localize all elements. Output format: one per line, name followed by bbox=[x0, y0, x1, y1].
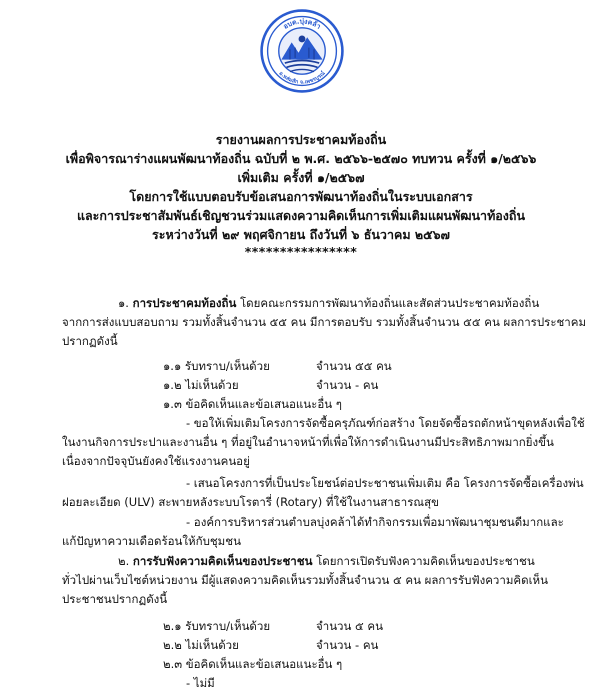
section1-item2-value: จำนวน - คน bbox=[316, 378, 379, 392]
section1-title: การประชาคมท้องถิ่น bbox=[132, 296, 237, 310]
section2-line1: โดยการเปิดรับฟังความคิดเห็นของประชาชน bbox=[312, 554, 535, 568]
suggestion1-line2: ในงานกิจการประปาและงานอื่น ๆ ที่อยู่ในอำนาจหน้าที่เพื่อให้การดำเนินงานมีประสิทธิภาพมากยิ่งขึ้น bbox=[62, 435, 554, 449]
section1-line3: ปรากฏดังนี้ bbox=[62, 334, 118, 348]
suggestion2-line1: - เสนอโครงการที่เป็นประโยชน์ต่อประชาชนเพิ่มเติม คือ โครงการจัดซื้อเครื่องพ่น bbox=[186, 476, 584, 490]
section2-item1-value: จำนวน ๕ คน bbox=[316, 619, 383, 633]
section2-line3: ประชาชนปรากฏดังนี้ bbox=[62, 592, 168, 606]
star-divider: **************** bbox=[244, 244, 358, 259]
section2-heading bbox=[118, 552, 535, 570]
section1-item3-label: ๑.๓ ข้อคิดเห็นและข้อเสนอแนะอื่น ๆ bbox=[163, 397, 342, 411]
section1-item2-label: ๑.๒ ไม่เห็นด้วย bbox=[163, 378, 239, 392]
report-subtitle-addition: เพิ่มเติม ครั้งที่ ๑/๒๕๖๗ bbox=[237, 170, 365, 185]
section2-line2: ทั่วไปผ่านเว็บไซต์หน่วยงาน มีผู้แสดงความคิดเห็นรวมทั้งสิ้นจำนวน ๕ คน ผลการรับฟังความคิดเห็น bbox=[62, 573, 548, 587]
section2-item2-value: จำนวน - คน bbox=[316, 638, 379, 652]
report-title: รายงานผลการประชาคมท้องถิ่น bbox=[215, 132, 387, 147]
section1-number: ๑. bbox=[118, 296, 129, 310]
section1-item1-value: จำนวน ๕๕ คน bbox=[316, 359, 392, 373]
section1-line2: จากการส่งแบบสอบถาม รวมทั้งสิ้นจำนวน ๕๕ คน มีการตอบรับ รวมทั้งสิ้นจำนวน ๕๕ คน ผลการประชาคม bbox=[62, 315, 587, 329]
suggestion1-line3: เนื่องจากปัจจุบันยังคงใช้แรงงานคนอยู่ bbox=[62, 454, 250, 468]
section2-item3-value: - ไม่มี bbox=[186, 676, 215, 690]
report-subtitle-plan: เพื่อพิจารณาร่างแผนพัฒนาท้องถิ่น ฉบับที่ ๒ พ.ศ. ๒๕๖๖-๒๕๗๐ ทบทวน ครั้งที่ ๑/๒๕๖๖ bbox=[65, 151, 537, 166]
suggestion3-line1: - องค์การบริหารส่วนตำบลบุ่งคล้าได้ทำกิจกรรมเพื่อมาพัฒนาชุมชนดีมากและ bbox=[186, 515, 564, 529]
section2-item1-label: ๒.๑ รับทราบ/เห็นด้วย bbox=[163, 619, 271, 633]
section1-line1: โดยคณะกรรมการพัฒนาท้องถิ่นและสัดส่วนประชาคมท้องถิ่น bbox=[236, 296, 540, 310]
organization-seal-icon bbox=[259, 8, 345, 94]
report-date-range: ระหว่างวันที่ ๒๙ พฤศจิกายน ถึงวันที่ ๖ ธันวาคม ๒๕๖๗ bbox=[152, 227, 450, 242]
section1-item1-label: ๑.๑ รับทราบ/เห็นด้วย bbox=[163, 359, 270, 373]
suggestion1-line1: - ขอให้เพิ่มเติมโครงการจัดซื้อครุภัณฑ์ก่อสร้าง โดยจัดซื้อรถตักหน้าขุดหลังเพื่อใช้ bbox=[186, 416, 585, 430]
section2-item2-label: ๒.๒ ไม่เห็นด้วย bbox=[163, 638, 239, 652]
suggestion2-line2: ฝอยละเอียด (ULV) สะพายหลังระบบโรตารี่ (Rotary) ที่ใช้ในงานสาธารณสุข bbox=[62, 495, 439, 509]
report-subtitle-method: โดยการใช้แบบตอบรับข้อเสนอการพัฒนาท้องถิ่นในระบบเอกสาร bbox=[129, 189, 473, 204]
section1-heading bbox=[118, 294, 539, 312]
section2-number: ๒. bbox=[118, 554, 130, 568]
section2-item3-label: ๒.๓ ข้อคิดเห็นและข้อเสนอแนะอื่น ๆ bbox=[163, 657, 343, 671]
seal-bottom-text: อ.หล่มสัก จ.เพชรบูรณ์ bbox=[277, 70, 327, 86]
suggestion3-line2: แก้ปัญหาความเดือดร้อนให้กับชุมชน bbox=[62, 534, 241, 548]
report-subtitle-publicity: และการประชาสัมพันธ์เชิญชวนร่วมแสดงความคิดเห็นการเพิ่มเติมแผนพัฒนาท้องถิ่น bbox=[76, 208, 526, 223]
seal-top-text: อบต.บุ่งคล้า bbox=[281, 17, 323, 31]
section2-title: การรับฟังความคิดเห็นของประชาชน bbox=[132, 554, 313, 568]
